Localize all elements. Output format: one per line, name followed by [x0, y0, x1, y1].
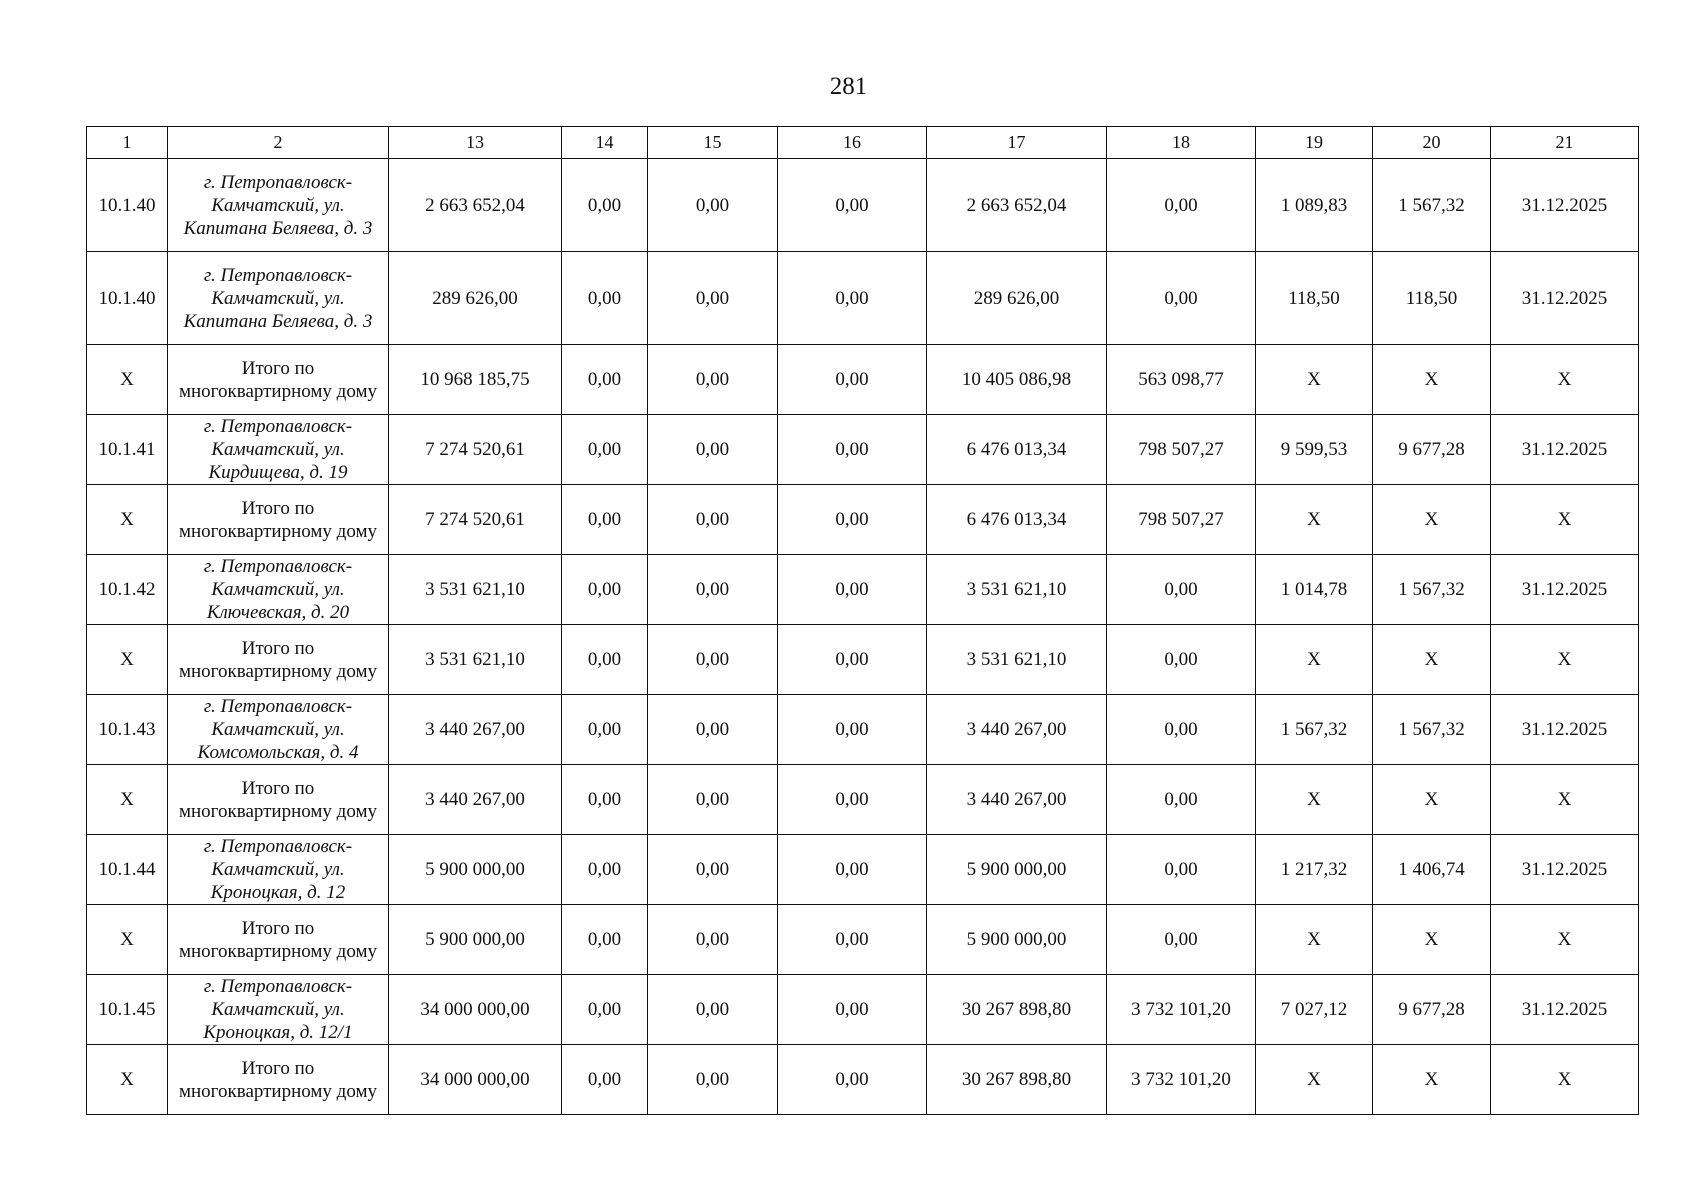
total-label: Итого по многоквартирному дому [168, 345, 389, 415]
col-15-value: 0,00 [648, 345, 778, 415]
col-16-value: 0,00 [778, 625, 927, 695]
col-14-value: 0,00 [562, 975, 648, 1045]
col-18-value: 3 732 101,20 [1107, 975, 1256, 1045]
row-number: 10.1.42 [87, 555, 168, 625]
col-14-value: 0,00 [562, 765, 648, 835]
table-row [87, 555, 1639, 625]
row-number: 10.1.44 [87, 835, 168, 905]
col-21-value: X [1491, 625, 1639, 695]
row-number: 10.1.40 [87, 252, 168, 345]
col-16-value: 0,00 [778, 415, 927, 485]
col-14-value: 0,00 [562, 415, 648, 485]
col-17-value: 289 626,00 [927, 252, 1107, 345]
col-16-value: 0,00 [778, 345, 927, 415]
col-17-value: 3 531 621,10 [927, 555, 1107, 625]
col-13-value: 34 000 000,00 [389, 975, 562, 1045]
data-table [86, 126, 1639, 1115]
col-17-value: 30 267 898,80 [927, 975, 1107, 1045]
table-row [87, 835, 1639, 905]
col-19-value: 1 089,83 [1256, 159, 1373, 252]
col-14-value: 0,00 [562, 159, 648, 252]
col-16-value: 0,00 [778, 252, 927, 345]
col-17-value: 10 405 086,98 [927, 345, 1107, 415]
column-header: 1 [87, 127, 168, 159]
col-15-value: 0,00 [648, 625, 778, 695]
table-row [87, 695, 1639, 765]
col-18-value: 0,00 [1107, 765, 1256, 835]
col-14-value: 0,00 [562, 555, 648, 625]
total-label: Итого по многоквартирному дому [168, 765, 389, 835]
col-13-value: 5 900 000,00 [389, 835, 562, 905]
column-header: 14 [562, 127, 648, 159]
col-15-value: 0,00 [648, 765, 778, 835]
col-18-value: 798 507,27 [1107, 415, 1256, 485]
col-17-value: 3 531 621,10 [927, 625, 1107, 695]
col-19-value: X [1256, 905, 1373, 975]
col-21-value: 31.12.2025 [1491, 695, 1639, 765]
col-18-value: 0,00 [1107, 159, 1256, 252]
col-18-value: 0,00 [1107, 905, 1256, 975]
column-header: 17 [927, 127, 1107, 159]
total-label: Итого по многоквартирному дому [168, 1045, 389, 1115]
col-13-value: 10 968 185,75 [389, 345, 562, 415]
page-number: 281 [829, 73, 868, 100]
col-16-value: 0,00 [778, 695, 927, 765]
col-21-value: 31.12.2025 [1491, 975, 1639, 1045]
table-row [87, 975, 1639, 1045]
column-header: 20 [1373, 127, 1491, 159]
total-label: Итого по многоквартирному дому [168, 485, 389, 555]
col-18-value: 3 732 101,20 [1107, 1045, 1256, 1115]
col-18-value: 0,00 [1107, 555, 1256, 625]
col-14-value: 0,00 [562, 905, 648, 975]
col-15-value: 0,00 [648, 1045, 778, 1115]
col-21-value: 31.12.2025 [1491, 555, 1639, 625]
col-15-value: 0,00 [648, 415, 778, 485]
col-21-value: X [1491, 905, 1639, 975]
col-17-value: 3 440 267,00 [927, 695, 1107, 765]
col-13-value: 7 274 520,61 [389, 485, 562, 555]
address: г. Петропавловск-Камчатский, ул. Кроноцкая, д. 12 [168, 835, 389, 905]
col-20-value: X [1373, 1045, 1491, 1115]
col-16-value: 0,00 [778, 905, 927, 975]
col-17-value: 6 476 013,34 [927, 485, 1107, 555]
col-15-value: 0,00 [648, 975, 778, 1045]
column-header: 2 [168, 127, 389, 159]
col-18-value: 0,00 [1107, 695, 1256, 765]
col-17-value: 30 267 898,80 [927, 1045, 1107, 1115]
col-16-value: 0,00 [778, 975, 927, 1045]
row-number: X [87, 1045, 168, 1115]
col-19-value: X [1256, 1045, 1373, 1115]
address: г. Петропавловск-Камчатский, ул. Капитана Беляева, д. 3 [168, 252, 389, 345]
col-20-value: X [1373, 905, 1491, 975]
address: г. Петропавловск-Камчатский, ул. Ключевская, д. 20 [168, 555, 389, 625]
column-header: 21 [1491, 127, 1639, 159]
col-16-value: 0,00 [778, 555, 927, 625]
col-21-value: X [1491, 765, 1639, 835]
col-13-value: 2 663 652,04 [389, 159, 562, 252]
col-17-value: 2 663 652,04 [927, 159, 1107, 252]
table-row [87, 252, 1639, 345]
row-number: X [87, 485, 168, 555]
col-20-value: X [1373, 345, 1491, 415]
col-19-value: X [1256, 345, 1373, 415]
column-header: 19 [1256, 127, 1373, 159]
col-21-value: 31.12.2025 [1491, 159, 1639, 252]
col-14-value: 0,00 [562, 625, 648, 695]
col-14-value: 0,00 [562, 252, 648, 345]
row-number: X [87, 905, 168, 975]
col-18-value: 0,00 [1107, 625, 1256, 695]
col-21-value: 31.12.2025 [1491, 835, 1639, 905]
col-13-value: 3 531 621,10 [389, 555, 562, 625]
col-18-value: 0,00 [1107, 835, 1256, 905]
col-19-value: 7 027,12 [1256, 975, 1373, 1045]
col-15-value: 0,00 [648, 695, 778, 765]
col-14-value: 0,00 [562, 835, 648, 905]
total-label: Итого по многоквартирному дому [168, 905, 389, 975]
total-row [87, 345, 1639, 415]
col-13-value: 3 531 621,10 [389, 625, 562, 695]
col-17-value: 3 440 267,00 [927, 765, 1107, 835]
row-number: 10.1.43 [87, 695, 168, 765]
col-20-value: 1 567,32 [1373, 555, 1491, 625]
col-13-value: 7 274 520,61 [389, 415, 562, 485]
col-20-value: X [1373, 765, 1491, 835]
col-19-value: 1 217,32 [1256, 835, 1373, 905]
col-20-value: 118,50 [1373, 252, 1491, 345]
col-18-value: 798 507,27 [1107, 485, 1256, 555]
col-15-value: 0,00 [648, 905, 778, 975]
address: г. Петропавловск-Камчатский, ул. Капитана Беляева, д. 3 [168, 159, 389, 252]
col-16-value: 0,00 [778, 1045, 927, 1115]
col-13-value: 289 626,00 [389, 252, 562, 345]
col-17-value: 6 476 013,34 [927, 415, 1107, 485]
col-17-value: 5 900 000,00 [927, 905, 1107, 975]
col-19-value: X [1256, 485, 1373, 555]
row-number: 10.1.41 [87, 415, 168, 485]
column-header: 13 [389, 127, 562, 159]
col-15-value: 0,00 [648, 159, 778, 252]
table-body [87, 159, 1639, 1115]
col-20-value: 9 677,28 [1373, 415, 1491, 485]
total-row [87, 1045, 1639, 1115]
total-row [87, 905, 1639, 975]
col-20-value: 9 677,28 [1373, 975, 1491, 1045]
col-19-value: 1 014,78 [1256, 555, 1373, 625]
col-20-value: X [1373, 485, 1491, 555]
header-row [87, 127, 1639, 159]
row-number: X [87, 345, 168, 415]
col-19-value: X [1256, 625, 1373, 695]
col-20-value: 1 406,74 [1373, 835, 1491, 905]
total-label: Итого по многоквартирному дому [168, 625, 389, 695]
col-15-value: 0,00 [648, 485, 778, 555]
col-15-value: 0,00 [648, 835, 778, 905]
col-13-value: 5 900 000,00 [389, 905, 562, 975]
col-14-value: 0,00 [562, 345, 648, 415]
col-16-value: 0,00 [778, 835, 927, 905]
col-19-value: 118,50 [1256, 252, 1373, 345]
column-header: 15 [648, 127, 778, 159]
col-19-value: 1 567,32 [1256, 695, 1373, 765]
total-row [87, 625, 1639, 695]
address: г. Петропавловск-Камчатский, ул. Комсомольская, д. 4 [168, 695, 389, 765]
row-number: X [87, 765, 168, 835]
col-14-value: 0,00 [562, 485, 648, 555]
col-16-value: 0,00 [778, 159, 927, 252]
col-16-value: 0,00 [778, 765, 927, 835]
col-21-value: X [1491, 485, 1639, 555]
row-number: X [87, 625, 168, 695]
col-14-value: 0,00 [562, 1045, 648, 1115]
col-16-value: 0,00 [778, 485, 927, 555]
col-18-value: 0,00 [1107, 252, 1256, 345]
address: г. Петропавловск-Камчатский, ул. Кирдищева, д. 19 [168, 415, 389, 485]
col-20-value: X [1373, 625, 1491, 695]
column-header: 18 [1107, 127, 1256, 159]
table-row [87, 415, 1639, 485]
total-row [87, 485, 1639, 555]
col-17-value: 5 900 000,00 [927, 835, 1107, 905]
col-18-value: 563 098,77 [1107, 345, 1256, 415]
address: г. Петропавловск-Камчатский, ул. Кроноцкая, д. 12/1 [168, 975, 389, 1045]
col-14-value: 0,00 [562, 695, 648, 765]
col-19-value: 9 599,53 [1256, 415, 1373, 485]
col-13-value: 34 000 000,00 [389, 1045, 562, 1115]
col-13-value: 3 440 267,00 [389, 765, 562, 835]
col-20-value: 1 567,32 [1373, 695, 1491, 765]
table-row [87, 159, 1639, 252]
col-21-value: X [1491, 1045, 1639, 1115]
col-21-value: 31.12.2025 [1491, 415, 1639, 485]
col-19-value: X [1256, 765, 1373, 835]
col-20-value: 1 567,32 [1373, 159, 1491, 252]
col-15-value: 0,00 [648, 252, 778, 345]
column-header: 16 [778, 127, 927, 159]
col-21-value: X [1491, 345, 1639, 415]
col-13-value: 3 440 267,00 [389, 695, 562, 765]
row-number: 10.1.45 [87, 975, 168, 1045]
col-21-value: 31.12.2025 [1491, 252, 1639, 345]
col-15-value: 0,00 [648, 555, 778, 625]
row-number: 10.1.40 [87, 159, 168, 252]
total-row [87, 765, 1639, 835]
